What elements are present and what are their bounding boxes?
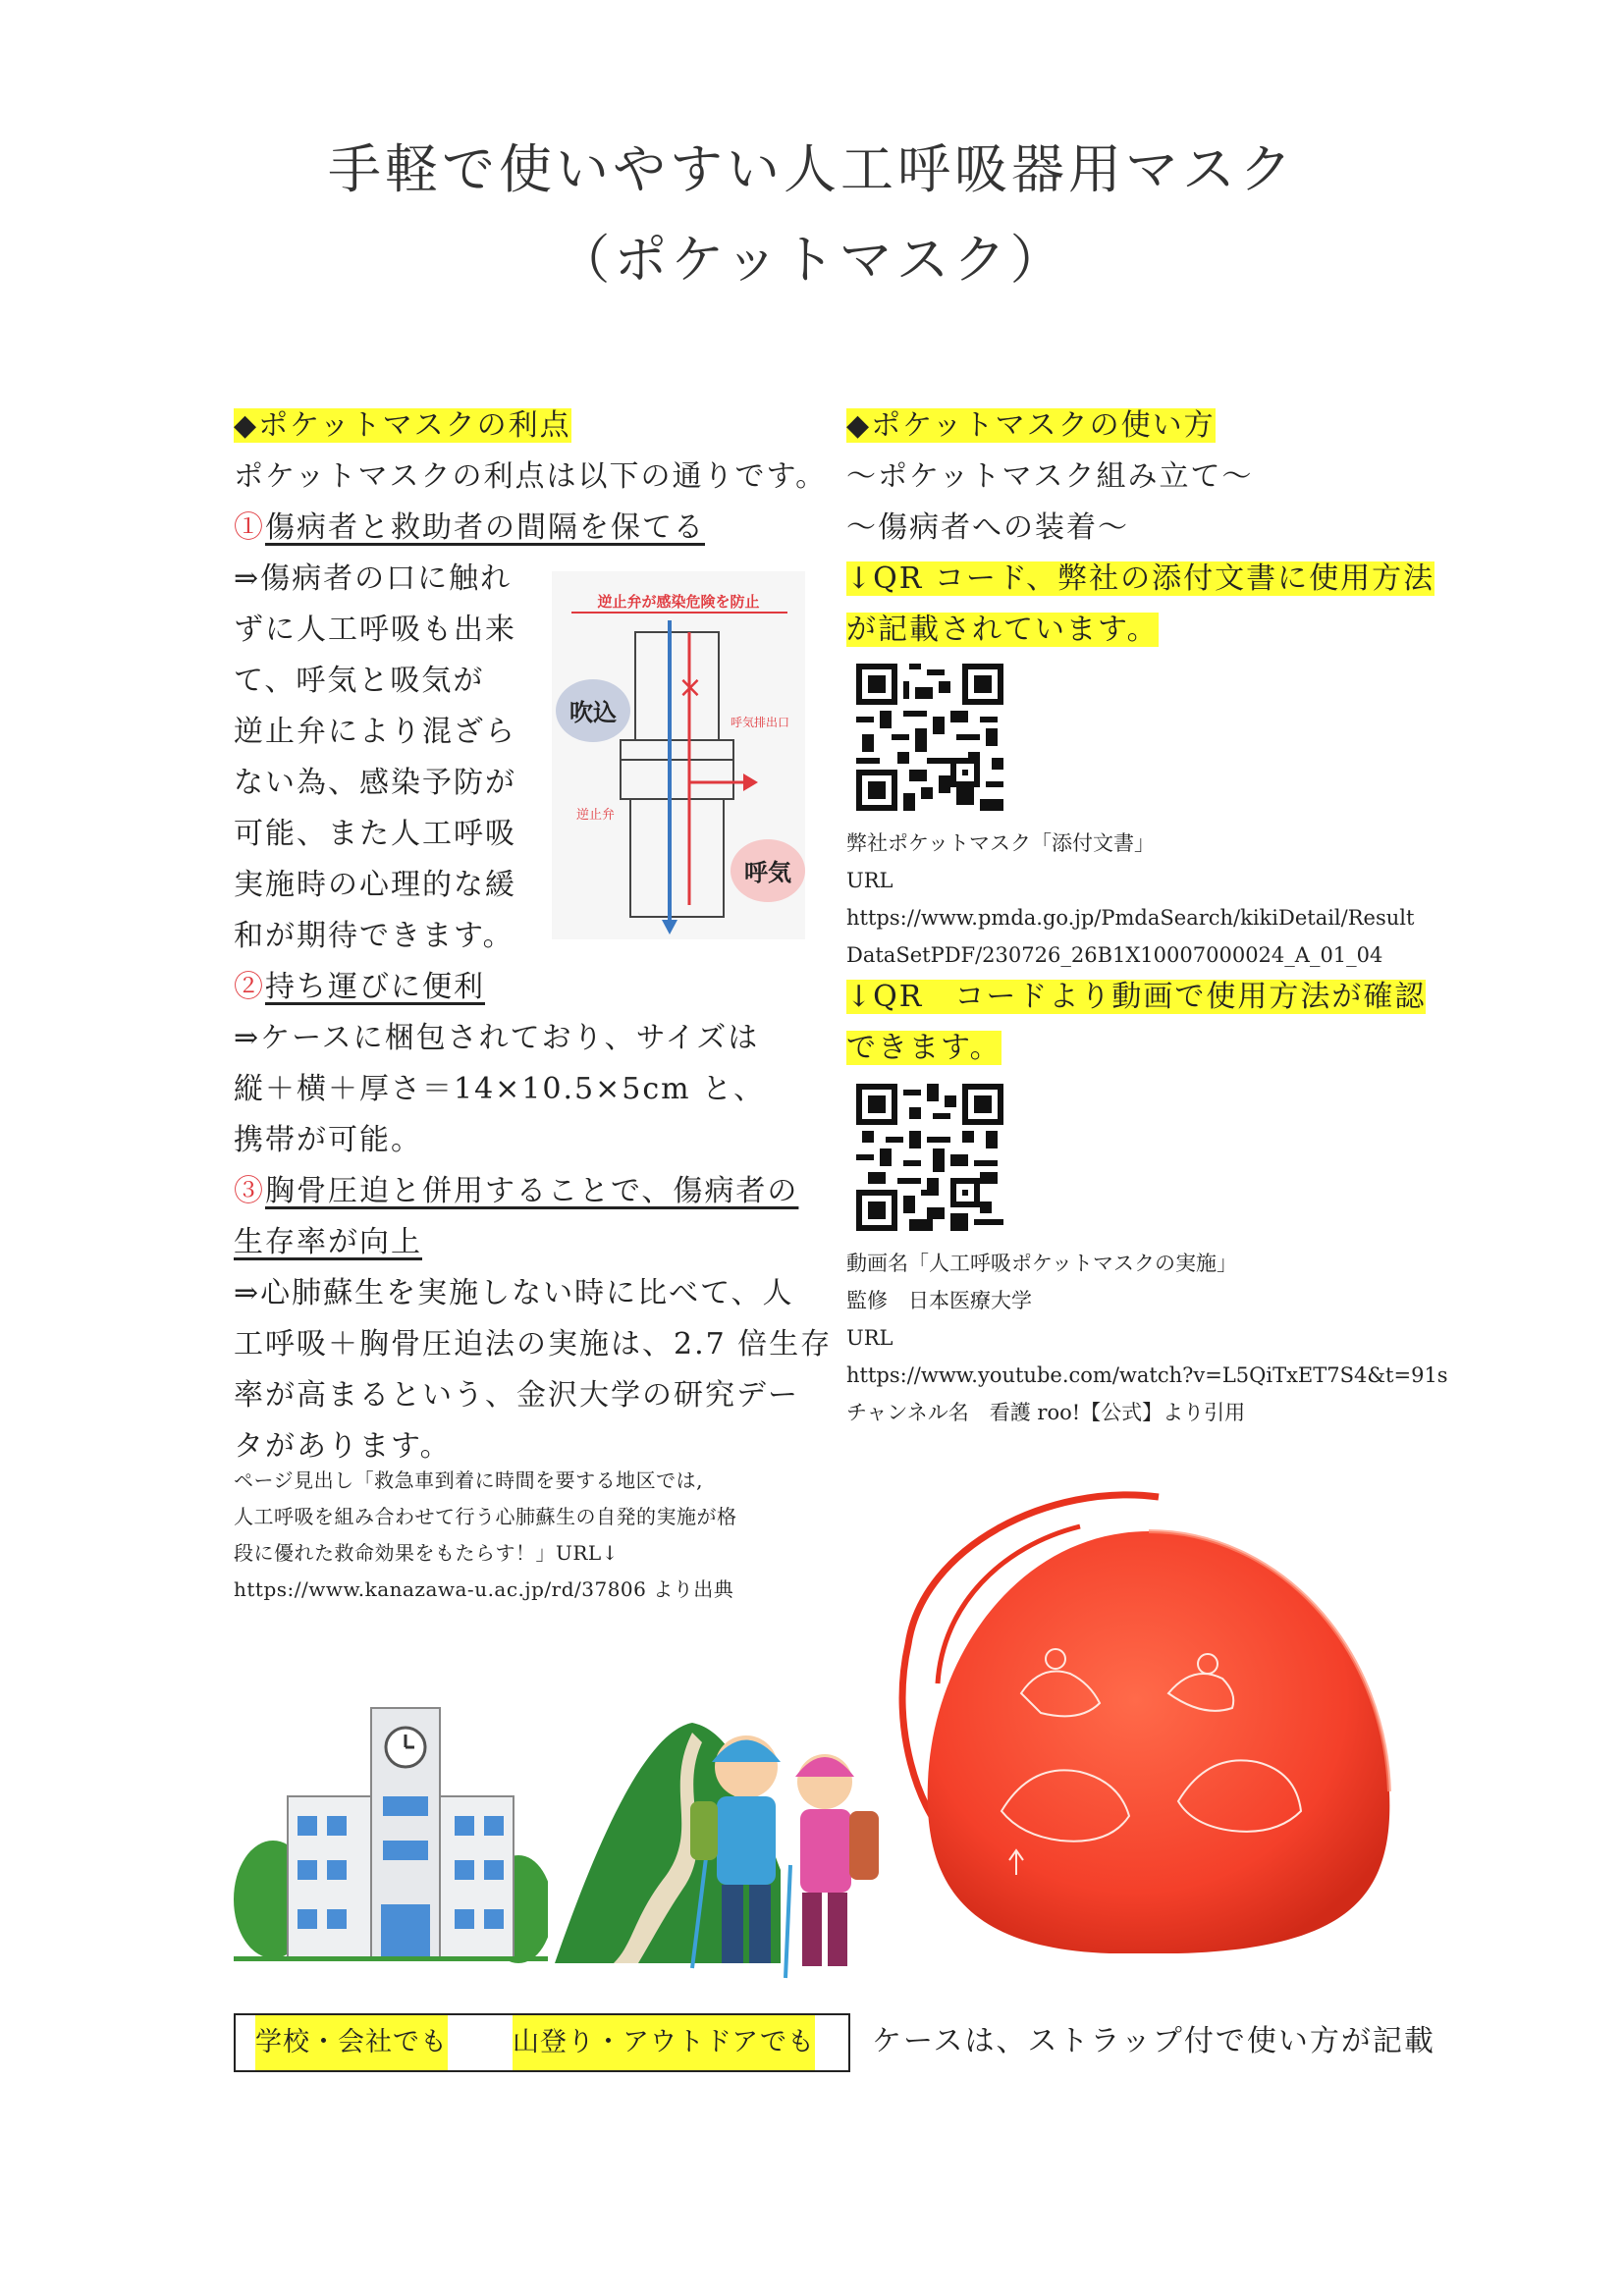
diagram-top-label: 逆止弁が感染危険を防止 (597, 593, 760, 611)
usage-sub-fitting: 〜傷病者への装着〜 (846, 510, 1129, 545)
case-caption: ケースは、ストラップ付で使い方が記載 (872, 2024, 1435, 2058)
doc-url-line2[interactable]: DataSetPDF/230726_26B1X10007000024_A_01_04 (846, 943, 1383, 967)
doc-url-line1[interactable]: https://www.pmda.go.jp/PmdaSearch/kikiDetail/Result (846, 906, 1415, 930)
tag-school-office: 学校・会社でも (255, 2015, 448, 2070)
qr-note-video-line2: できます。 (846, 1031, 1001, 1065)
school-building-illustration (234, 1703, 548, 1963)
diagram-exhaust-label: 呼気排出口 (731, 716, 790, 729)
advantages-heading: ◆ポケットマスクの利点 (234, 408, 571, 443)
qr-note-doc: ↓QR コード、弊社の添付文書に使用方法 (846, 561, 1435, 596)
point1-body: ⇒傷病者の口に触れ ずに人工呼吸も出来 て、呼気と吸気が 逆止弁により混ざら ない為、感染予防が 可能、また人工呼吸 実施時の心理的な緩 和が期待できます。 (234, 561, 516, 953)
usage-scenes-box (234, 2013, 850, 2072)
qr-note-video: ↓QR コードより動画で使用方法が確認 (846, 980, 1427, 1014)
diagram-cross: × (677, 670, 703, 705)
diagram-valve-label: 逆止弁 (576, 808, 616, 823)
point3-title: ③胸骨圧迫と併用することで、傷病者の (234, 1174, 799, 1208)
point2-body: ⇒ケースに梱包されており、サイズは 縦＋横＋厚さ＝14×10.5×5cm と、 携帯が可能。 (234, 1021, 766, 1157)
video-caption: 動画名「人工呼吸ポケットマスクの実施」 監修 日本医療大学 URL https://www.youtube.com/watch?v=L5QiTxET7S4&t=91s チャンネル名 看護 roo!【公式】より引用 (846, 1252, 1448, 1424)
qr-note-doc-line2: が記載されています。 (846, 613, 1159, 647)
doc-caption: 弊社ポケットマスク「添付文書」 URL https://www.pmda.go.jp/PmdaSearch/kikiDetail/Result DataSetPDF/230726_26B1X10007000024_A_01_04 (846, 825, 1414, 974)
tag-outdoor: 山登り・アウトドアでも (513, 2015, 815, 2070)
point1-title: ①傷病者と救助者の間隔を保てる (234, 510, 705, 545)
diagram-exhale-label: 呼気 (744, 859, 791, 886)
point2-title: ②持ち運びに便利 (234, 970, 485, 1004)
qr-code-document[interactable] (856, 664, 1003, 811)
diagram-inhale-label: 吹込 (569, 699, 617, 726)
usage-heading: ◆ポケットマスクの使い方 (846, 408, 1216, 443)
point3-title-line2: 生存率が向上 (234, 1225, 422, 1259)
valve-diagram (552, 571, 805, 939)
red-case-image (884, 1487, 1414, 1978)
video-url[interactable]: https://www.youtube.com/watch?v=L5QiTxET7S4&t=91s (846, 1363, 1448, 1387)
page-subtitle: （ポケットマスク） (557, 229, 1067, 291)
source-citation: ページ見出し「救急車到着に時間を要する地区では, 人工呼吸を組み合わせて行う心肺蘇生の自発的実施が格 段に優れた救命効果をもたらす！」URL↓ https://www.kanazawa-u.ac.jp/rd/37806 より出典 (234, 1468, 737, 1601)
usage-sub-assembly: 〜ポケットマスク組み立て〜 (846, 459, 1254, 494)
page-title: 手軽で使いやすい人工呼吸器用マスク (328, 138, 1296, 200)
advantages-intro: ポケットマスクの利点は以下の通りです。 (234, 459, 828, 494)
point3-body: ⇒心肺蘇生を実施しない時に比べて、人 工呼吸＋胸骨圧迫法の実施は、2.7 倍生存 率が高まるという、金沢大学の研究デー タがあります。 (234, 1276, 833, 1464)
hikers-illustration (555, 1703, 889, 2002)
qr-code-video[interactable] (856, 1084, 1003, 1231)
valve-diagram-svg (552, 571, 805, 939)
